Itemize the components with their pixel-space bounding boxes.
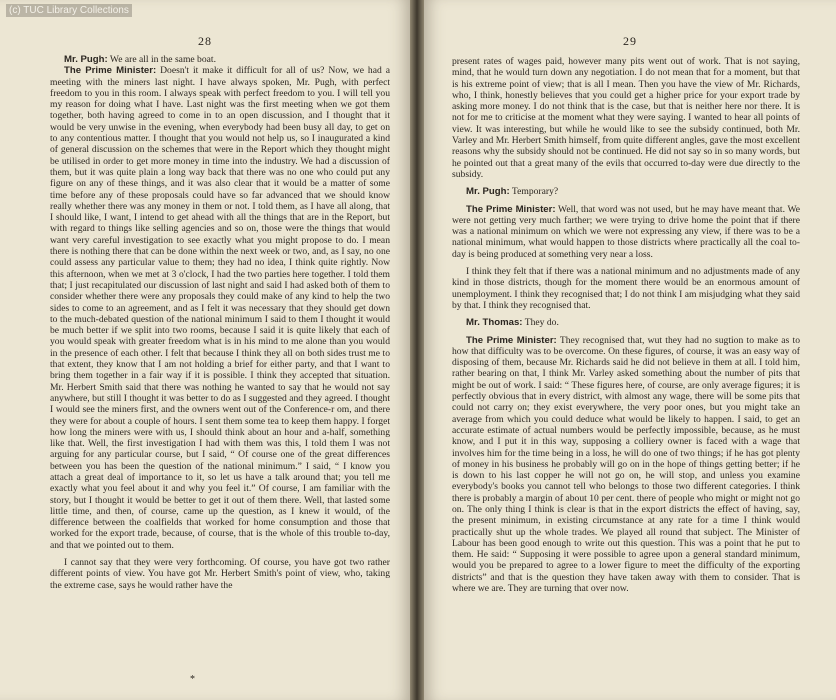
- speaker: The Prime Minister:: [466, 334, 557, 346]
- paragraph: [452, 204, 800, 260]
- speaker: The Prime Minister:: [466, 203, 556, 215]
- paragraph-text: They recognised that, wut they had no sugtion to make as to how that difficulty was to be overcome. On these figures, of course, it was an easy way of disposing of them, because Mr. Richards said he did not believe in them at all. I told him, rather bearing on that, I think Mr. Varley asked something about the number of pits that might be out of work. I said: “ These figures here, of course, are only average figures; it is perfectly obvious that in every district, with almost any wage, there will be some pits that could not carry on; they exist everywhere, the very poor ones, but you might take an average from which you could deduce what would be likely to happen. I said, to get an accurate estimate of actual numbers would be perfectly impossible, because, as he must know, and I put it in this way, supposing a colliery owner is faced with a wage that involves him for the time being in a loss, he will do one of two things; if he has got plenty of money in his business he probably will go on in the hope of things getting better; if he is down to his last copper he will not go on, he will stop, and unless you examine everybody's books you cannot tell who belongs to those two different categories. I think there is probably a margin of about 10 per cent. there of people who might or might not go on. The only thing I think is clear is that in the export districts the effect of having, say, the present minimum, in existing circumstance at any rate for a time I think would practically shut up the whole trades. We played all round that subject. The Minister of Labour has been good enough to write out this question. This was a point that he put to them. He said: “ Supposing it were possible to agree upon a general standard minimum, would you be prepared to agree to a lower figure to meet the difficulty of the exporting districts” and that is the question they have taken away with them to consider. That is where we are. They are turning that over now.: [452, 334, 800, 595]
- page-number: 29: [623, 34, 637, 48]
- page-text: [50, 54, 390, 591]
- paragraph-text: I cannot say that they were very forthcoming. Of course, you have got two rather different points of view. You have got Mr. Herbert Smith's point of view, who, taking the extreme case, says he would rather have the: [50, 557, 390, 591]
- watermark: (c) TUC Library Collections: [6, 4, 132, 17]
- right-page: [424, 0, 836, 700]
- speaker: Mr. Pugh:: [64, 54, 108, 65]
- paragraph-text: Doesn't it make it difficult for all of us? Now, we had a meeting with the miners last night. I have always spoken, Mr. Pugh, with perfect freedom to you in this room. I always speak with perfect freedom to you. I will tell you my reason for doing what I have. Last night was the first meeting when we got them together, both having agreed to come in to an open discussion, and I thought that it would be very unwise in the evening, when everybody had been busy all day, to get on to any contentious matter. I thought that you would not help us, so I inaugurated a kind of general discussion on the schemes that were in the Report which they thought might be utilised in order to get more money in time into the industry. We had a discussion of them, but it was quite plain a long way back that there was no one who could put any figure on any of these things, and it was also clear that it would be a matter of some time before any of these proposals could have so far advanced that we should know really whether there was any money in them or not. I told them, as I have all along, that I should like, I want, I intend to get ahead with all the things that are in the Report, but with regard to things like selling agencies and so on, those were the things that would want very careful investigation to see exactly what you might propose to do. I mean there is nothing there that can be done within the next week or two, and, as I say, no one could assess any particular value to them; they had no idea, I think quite rightly. Now this afternoon, when we met at 3 o'clock, I had the two parties here together. I told them that; I just recapitulated our discussion of last night and said I had asked both of them to consider whether there were any proposals they could make of any kind to help the two sides to come to an agreement, and as I felt it was necessary that they should get down to the much-debated question of the national minimum I said to them I thought it would be much better if we split into two rooms, because I said it is quite likely that each of you would speak with greater freedom what is in his mind to me alone than you would in the presence of each other. I felt that because I think they all on both sides trust me to that extent, they know that I am not holding a brief for either party, and that I want to bring them together in a fair way if it is possible. I think they accepted that situation. Mr. Herbert Smith said that there was nothing he wanted to say that he would not say anywhere, but still I thought it was better to do as I suggested and they agreed. I thought I would see the miners first, and the owners went out of the Conference-r om, and there they were for about a couple of hours. I sent them some tea to keep them happy. I forget how long the miners were with us, I should think about an hour and a-half, something like that. Well, the first investigation I had with them was this, I told them I was not arguing for any particular course, but I said, “ Of course one of the great differences between you has been the question of the national minimum.” I said, “ I know you attach a great deal of importance to it, so let us have a talk around that; you tell me exactly what you feel about it and why you feel it.” Of course, I am familiar with the story, but I thought it would be better to get it out of them there. Well, that lasted some little time, and then, of course, came up the question, as I knew it would, of the difference between the coalfields that worked for home consumption and those that worked for the export trade, because, of course, that is the whole of this trouble to-day, and that we pointed out to them.: [50, 65, 390, 551]
- paragraph: [452, 266, 800, 311]
- speaker: Mr. Pugh:: [466, 186, 510, 198]
- paragraph-text: They do.: [522, 317, 559, 329]
- paragraph-text: Temporary?: [509, 186, 559, 198]
- paragraph: [452, 335, 800, 595]
- paragraph: [50, 54, 390, 65]
- footer-mark: *: [190, 674, 195, 685]
- left-page: [0, 0, 410, 700]
- paragraph: [50, 557, 390, 591]
- paragraph-text: Well, that word was not used, but he may have meant that. We were not getting very much farther; we were trying to drive home the point that if there was a national minimum on which we were not expressing any view, if there was to be a national minimum, what would happen to those districts where practically all the coal to-day is being produced at something very near a loss.: [452, 203, 800, 260]
- speaker: Mr. Thomas:: [466, 317, 523, 329]
- speaker: The Prime Minister:: [64, 65, 157, 77]
- paragraph-text: I think they felt that if there was a national minimum and no adjustments made of any kind in those districts, though for the moment there would be an enormous amount of unemployment. I think they recognised that; I do not think I am misjudging what they said by that. I think they recognised that.: [452, 266, 800, 311]
- paragraph: [50, 65, 390, 551]
- paragraph: [452, 317, 800, 328]
- page-number: 28: [198, 34, 212, 48]
- paragraph-text: present rates of wages paid, however many pits went out of work. That is not saying, mind, that he would turn down any negotiation. I do not mean that for a moment, but that is his extreme point of view; that is all I mean. Then you have the view of Mr. Richards, who, I think, honestly believes that you could get a higher price for your export trade by asking more money. I do not think that is the case, but that is neither here nor there. It is not for me to criticise at the moment what they were saying. I wanted to hear all points of view. It was interesting, but while he would like to see the subsidy continued, both Mr. Varley and Mr. Herbert Smith himself, from quite different angles, gave the most excellent reasons why the subsidy should not be continued. He did not say so in so many words, but he pointed out that a great many of the evils that occurred to-day were due directly to the subsidy.: [452, 56, 800, 180]
- page-text: [452, 56, 800, 594]
- paragraph: [452, 56, 800, 180]
- book-gutter: [410, 0, 424, 700]
- paragraph-text: We are all in the same boat.: [107, 54, 216, 65]
- paragraph: [452, 186, 800, 197]
